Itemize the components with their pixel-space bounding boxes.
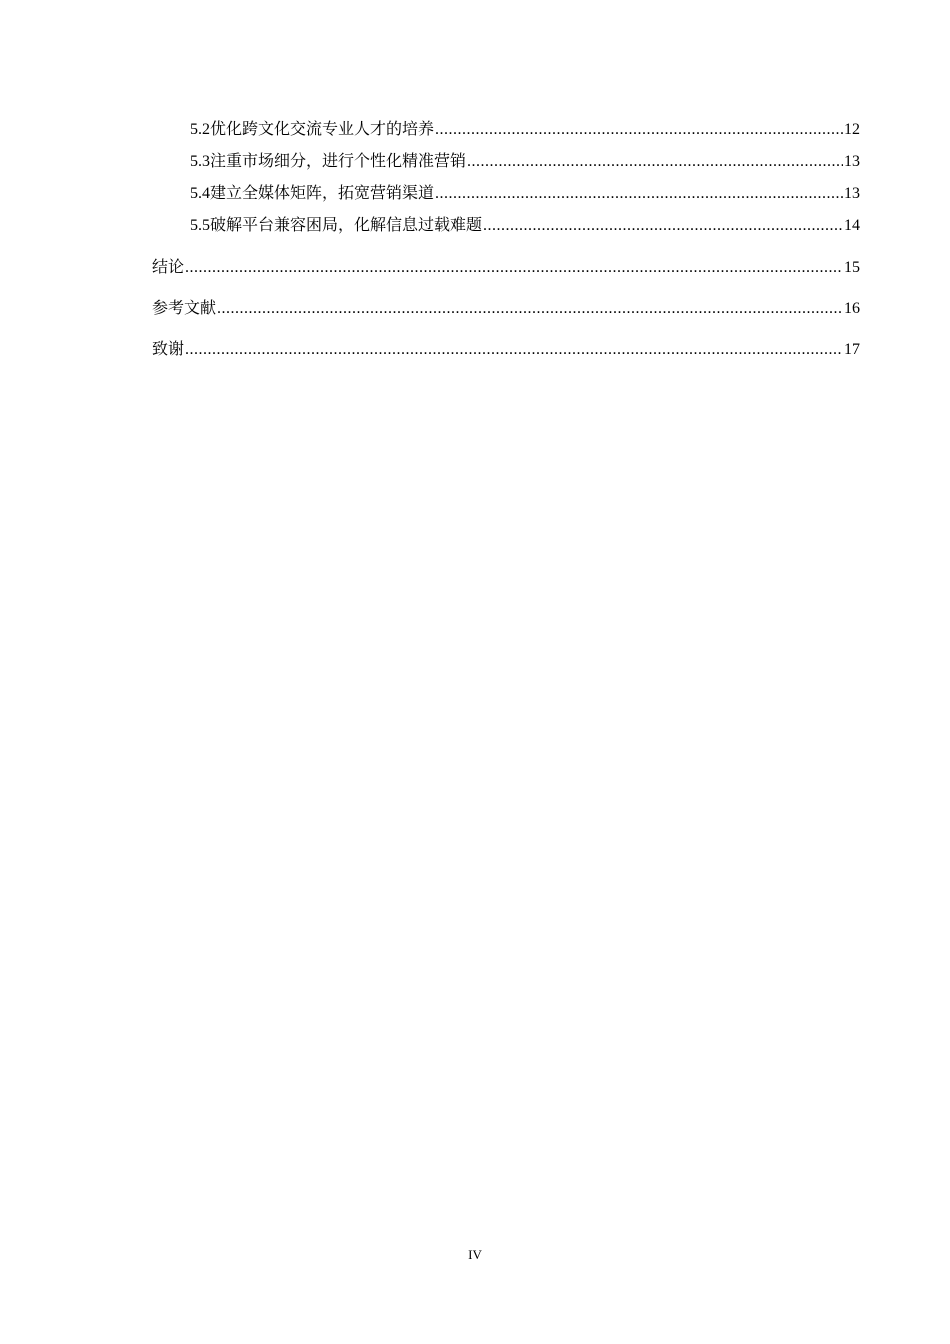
toc-dot-leader: [185, 257, 843, 279]
table-of-contents: [152, 118, 860, 369]
toc-dot-leader: [185, 339, 843, 361]
toc-entry-conclusion[interactable]: [152, 246, 860, 287]
toc-entry-number: 5.4: [190, 185, 210, 202]
toc-entry-page: 13: [844, 185, 860, 202]
toc-dot-leader: [467, 151, 843, 173]
toc-entry-number: 5.2: [190, 121, 210, 138]
toc-entry-page: 17: [844, 341, 860, 358]
toc-entry-acknowledgements[interactable]: [152, 328, 860, 369]
toc-entry-title: 致谢: [152, 339, 185, 358]
toc-entry-page: 15: [844, 259, 860, 276]
toc-dot-leader: [483, 215, 843, 237]
toc-entry-title: 优化跨文化交流专业人才的培养: [210, 119, 435, 138]
toc-entry-title: 注重市场细分，进行个性化精准营销: [210, 151, 467, 170]
toc-entry-5-4[interactable]: [152, 182, 860, 214]
toc-entry-title: 建立全媒体矩阵，拓宽营销渠道: [210, 183, 435, 202]
toc-entry-page: 12: [844, 121, 860, 138]
toc-entry-title: 参考文献: [152, 298, 217, 317]
toc-entry-number: 5.3: [190, 153, 210, 170]
toc-entry-title: 结论: [152, 257, 185, 276]
toc-entry-5-5[interactable]: [152, 214, 860, 246]
toc-dot-leader: [435, 119, 843, 141]
toc-entry-5-2[interactable]: [152, 118, 860, 150]
page-number-footer: IV: [468, 1247, 482, 1262]
toc-entry-page: 14: [844, 217, 860, 234]
toc-dot-leader: [217, 298, 843, 320]
toc-dot-leader: [435, 183, 843, 205]
toc-entry-5-3[interactable]: [152, 150, 860, 182]
toc-entry-references[interactable]: [152, 287, 860, 328]
toc-entry-number: 5.5: [190, 217, 210, 234]
toc-entry-page: 13: [844, 153, 860, 170]
toc-entry-page: 16: [844, 300, 860, 317]
toc-entry-title: 破解平台兼容困局，化解信息过载难题: [210, 215, 483, 234]
